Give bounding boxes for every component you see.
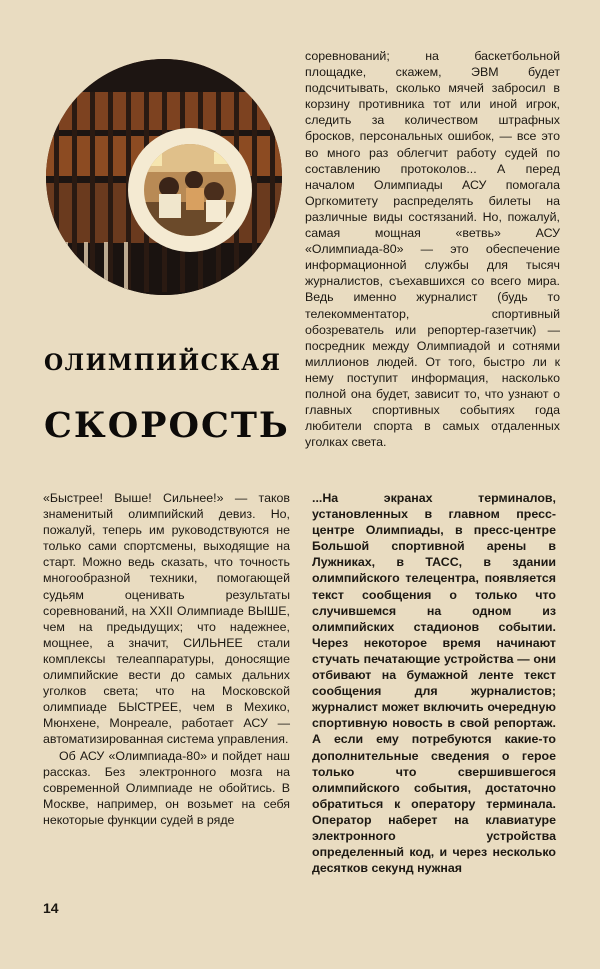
bottom-right-column [312, 490, 556, 876]
olympic-building-photo [44, 52, 284, 302]
asu-paragraph: Об АСУ «Олимпиада-80» и пойдет наш рассказ. Без электронного мозга на современной Олимпиаде не обойтись. В Москве, например, он возьмет на себя некоторые функции судей в ряде [43, 748, 290, 827]
article-title-line2: СКОРОСТЬ [44, 405, 290, 446]
article-title-line1: ОЛИМПИЙСКАЯ [44, 350, 282, 376]
intro-paragraph: «Быстрее! Выше! Сильнее!» — таков знаменитый олимпийский девиз. Но, пожалуй, теперь им руководствуются не только сами спортсмены, выходящие на старт. Можно ведь сказать, что точность многообразной техники, помогающей судьям оценивать результаты соревнований, на XXII Олимпиаде ВЫШЕ, чем на предыдущих; что надежнее, мощнее, а значит, СИЛЬНЕЕ стали комплексы телеаппаратуры, доносящие олимпийские вести до самых дальних уголков света; что на Московской олимпиаде БЫСТРЕЕ, чем в Мехико, Мюнхене, Монреале, работает АСУ — автоматизированная система управления. [43, 491, 290, 747]
top-right-paragraph: соревнований; на баскетбольной площадке, скажем, ЭВМ будет подсчитывать, сколько мячей забросил в корзину противника тот или иной игрок, следить за количеством штрафных бросков, персональных ошибок, — все это во много раз облегчит работу судей по составлению протоколов... А перед началом Олимпиады АСУ помогала Оргкомитету распределять билеты на различные виды состязаний. Но, пожалуй, самая мощная «ветвь» АСУ «Олимпиада-80» — это обеспечение информационной службы для тысяч журналистов, съехавшихся со всего мира. Ведь именно журналист (будь то телекомментатор, спортивный обозреватель или репортер-газетчик) — посредник между Олимпиадой и сотнями миллионов людей. От того, быстро ли к нему поступит информация, насколько полной она будет, зависит то, что узнают о главных спортивных событиях года любители спорта в самых отдаленных уголках света. [305, 49, 560, 450]
bottom-left-column [43, 490, 290, 828]
page-number: 14 [43, 900, 59, 916]
terminals-paragraph: ...На экранах терминалов, установленных в главном пресс-центре Олимпиады, в пресс-центре Большой спортивной арены в Лужниках, в ТАСС, в здании олимпийского телецентра, появляется текст сообщения о только что случившемся на одном из олимпийских стадионов событии. Через некоторое время начинают стучать печатающие устройства — они отбивают на бумажной ленте текст сообщения для журналистов; журналист может включить очередную спортивную новость в свой репортаж. А если ему потребуются какие-то дополнительные сведения о герое только что свершившегося олимпийского события, достаточно обратиться к оператору терминала. Оператор наберет на клавиатуре электронного устройства определенный код, и через несколько десятков секунд нужная [312, 491, 556, 876]
top-right-column [305, 48, 560, 450]
